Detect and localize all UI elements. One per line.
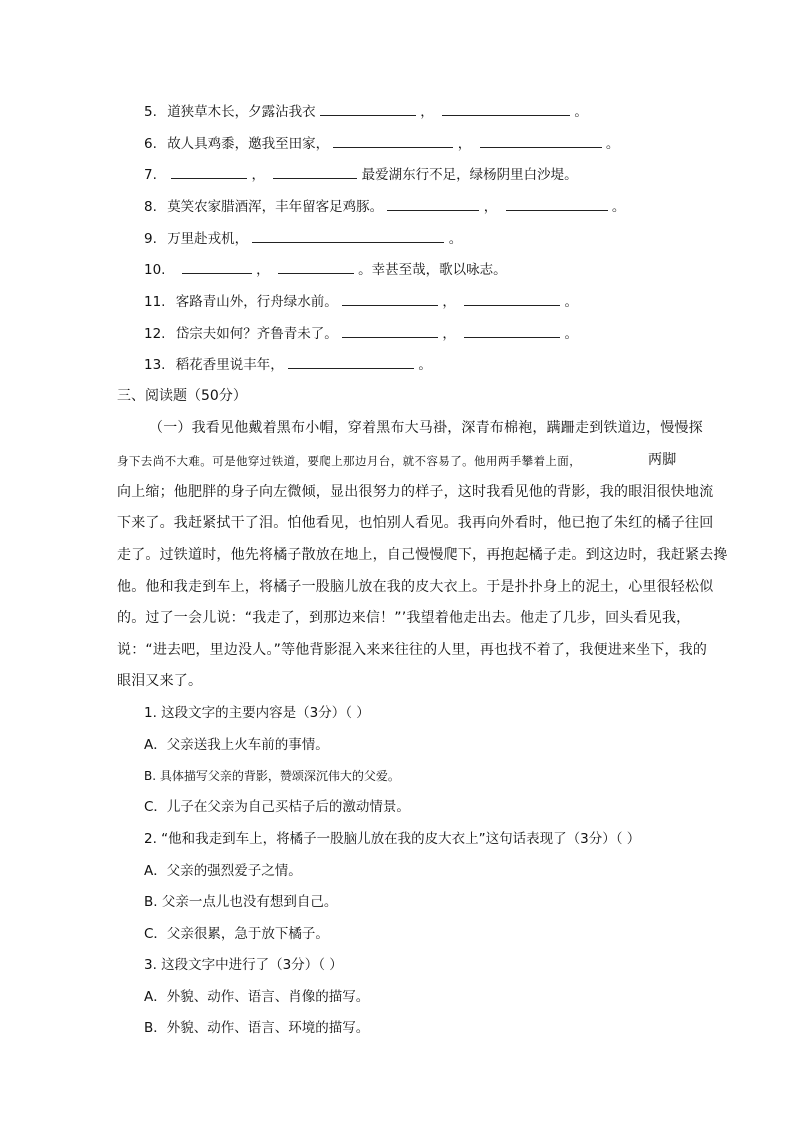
answer-blank[interactable] [252,228,444,243]
option-2c: C．父亲很累，急于放下橘子。 [144,926,329,942]
passage-line: 说：“进去吧，里边没人。”等他背影混入来来往往的人里，再也找不着了，我便进来坐下，我的 [117,642,708,658]
option-3b: B．外貌、动作、语言、环境的描写。 [144,1020,370,1036]
item-number: 9. [144,231,157,247]
item-number: 8. [144,199,157,215]
item-suffix: 。 [448,231,463,247]
answer-blank[interactable] [320,101,416,116]
item-number: 5. [144,104,157,120]
item-suffix: 。 [418,357,432,373]
option-1c: C．儿子在父亲为自己买桔子后的激动情景。 [144,799,410,815]
answer-blank[interactable] [342,323,438,338]
fill-item-9 [144,228,462,249]
fill-item-13 [144,354,432,375]
item-number: 11. [144,294,166,310]
item-suffix: 。 [564,326,578,342]
fill-item-12 [144,323,578,344]
item-separator: ， [251,167,265,183]
answer-blank[interactable] [333,133,453,148]
answer-blank[interactable] [464,323,560,338]
item-number: 6. [144,136,157,152]
item-number: 10. [144,262,166,278]
answer-blank[interactable] [342,291,438,306]
passage-line: 的。过了一会儿说：“我走了，到那边来信！”’我望着他走出去。他走了几步，回头看见我， [117,610,691,626]
item-number: 13. [144,357,166,373]
item-prompt: 稻花香里说丰年， [175,357,284,373]
answer-blank[interactable] [387,196,479,211]
fill-item-7 [144,164,578,185]
section-title: 三、阅读题（50分） [117,388,247,404]
item-separator: ， [483,199,498,215]
question-1: 1. 这段文字的主要内容是（3分）（ ） [144,705,370,721]
passage-line: （一）我看见他戴着黑布小帽，穿着黑布大马褂，深青布棉袍，蹒跚走到铁道边，慢慢探 [149,420,703,436]
item-suffix: 。幸甚至哉，歌以咏志。 [358,262,507,278]
item-prompt: 故人具鸡黍，邀我至田家， [167,136,330,152]
item-prompt: 莫笑农家腊酒浑，丰年留客足鸡豚。 [167,199,384,215]
item-prompt: 客路青山外，行舟绿水前。 [175,294,338,310]
passage-line: 眼泪又来了。 [117,673,203,689]
answer-blank[interactable] [278,259,354,274]
answer-blank[interactable] [442,101,570,116]
item-number: 12. [144,326,166,342]
answer-blank[interactable] [273,164,357,179]
fill-item-10 [144,259,507,280]
item-suffix: 最爱湖东行不足，绿杨阴里白沙堤。 [361,167,578,183]
passage-line: 向上缩；他肥胖的身子向左微倾，显出很努力的样子，这时我看见他的背影，我的眼泪很快地流 [117,484,714,500]
option-3a: A．外貌、动作、语言、肖像的描写。 [144,989,370,1005]
answer-blank[interactable] [182,259,252,274]
answer-blank[interactable] [506,196,608,211]
item-separator: ， [442,294,456,310]
answer-blank[interactable] [480,133,602,148]
option-2b: B. 父亲一点儿也没有想到自己。 [144,894,338,910]
item-suffix: 。 [574,104,588,120]
item-prompt: 岱宗夫如何？齐鲁青未了。 [175,326,338,342]
fill-item-11 [144,291,578,312]
question-3: 3. 这段文字中进行了（3分）（ ） [144,957,343,973]
passage-line: 走了。过铁道时，他先将橘子散放在地上，自己慢慢爬下，再抱起橘子走。到这边时，我赶紧去搀 [117,547,728,563]
item-number: 7. [144,167,157,183]
item-suffix: 。 [605,136,620,152]
answer-blank[interactable] [464,291,560,306]
item-separator: ， [457,136,472,152]
fill-item-6 [144,133,619,154]
item-prompt: 万里赴戎机， [167,231,249,247]
fill-item-8 [144,196,625,217]
question-2: 2. “他和我走到车上，将橘子一股脑儿放在我的皮大衣上”这句话表现了（3分）（ ） [144,831,641,847]
fill-item-5 [144,101,588,122]
option-1a: A．父亲送我上火车前的事情。 [144,737,329,753]
option-1b: B. 具体描写父亲的背影，赞颂深沉伟大的父爱。 [144,769,400,783]
answer-blank[interactable] [171,164,247,179]
passage-line: 两脚 [648,452,677,468]
passage-line: 他。他和我走到车上，将橘子一股脑儿放在我的皮大衣上。于是扑扑身上的泥土，心里很轻松似 [117,579,714,595]
item-separator: ， [420,104,434,120]
passage-line: 身下去尚不大难。可是他穿过铁道，要爬上那边月台，就不容易了。他用两手攀着上面， [117,454,582,468]
item-suffix: 。 [611,199,626,215]
item-separator: ， [256,262,270,278]
item-separator: ， [442,326,456,342]
item-prompt: 道狭草木长，夕露沾我衣 [167,104,316,120]
item-suffix: 。 [564,294,578,310]
passage-line: 下来了。我赶紧拭干了泪。怕他看见，也怕别人看见。我再向外看时，他已抱了朱红的橘子往回 [117,515,714,531]
answer-blank[interactable] [288,354,414,369]
option-2a: A．父亲的强烈爱子之情。 [144,863,302,879]
